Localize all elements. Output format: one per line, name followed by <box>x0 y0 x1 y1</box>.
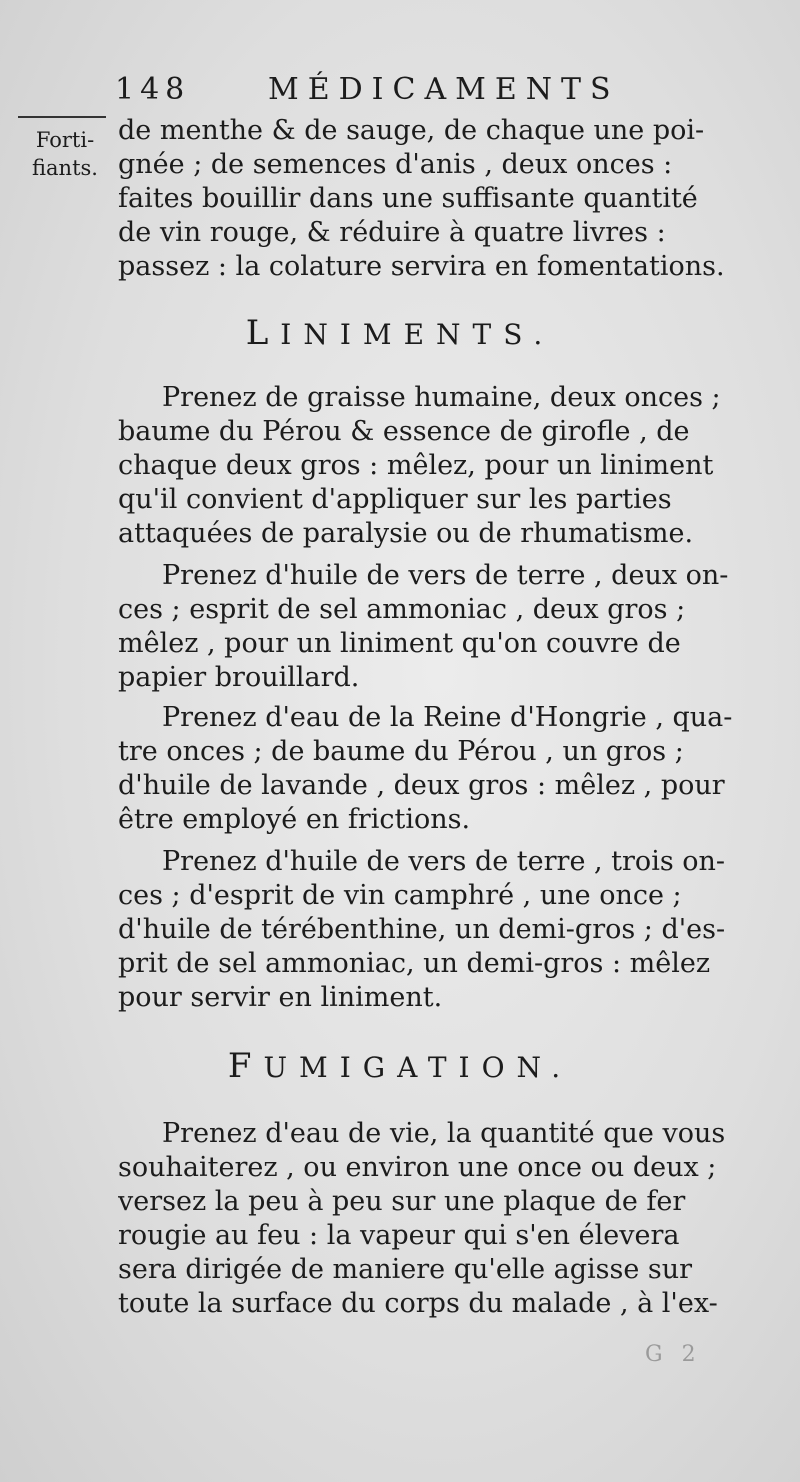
text-line: gnée ; de semences d'anis , deux onces : <box>118 149 673 180</box>
text-line: d'huile de térébenthine, un demi-gros ; d'es- <box>118 914 726 945</box>
text-line: Prenez d'eau de vie, la quantité que vous <box>162 1118 726 1149</box>
text-line: versez la peu à peu sur une plaque de fer <box>118 1186 686 1217</box>
section-heading-fumigation <box>0 1046 800 1086</box>
text-line: Prenez d'huile de vers de terre , trois on- <box>162 846 726 877</box>
text-line: Prenez d'huile de vers de terre , deux on- <box>162 560 729 591</box>
text-line: être employé en frictions. <box>118 804 471 835</box>
heading-rest: UMIGATION. <box>263 1051 573 1084</box>
text-line: mêlez , pour un liniment qu'on couvre de <box>118 628 681 659</box>
page-number: 148 <box>115 72 191 107</box>
text-line: prit de sel ammoniac, un demi-gros : mêlez <box>118 948 711 979</box>
text-line: passez : la colature servira en fomentations. <box>118 251 725 282</box>
section-heading-liniments <box>0 313 800 353</box>
text-line: rougie au feu : la vapeur qui s'en élevera <box>118 1220 680 1251</box>
text-line: ces ; esprit de sel ammoniac , deux gros ; <box>118 594 686 625</box>
page-header <box>115 72 675 112</box>
text-line: sera dirigée de maniere qu'elle agisse sur <box>118 1254 693 1285</box>
text-line: faites bouillir dans une suffisante quantité <box>118 183 698 214</box>
text-line: baume du Pérou & essence de girofle , de <box>118 416 690 447</box>
heading-rest: INIMENTS. <box>280 318 555 351</box>
heading-initial: L <box>245 313 281 353</box>
signature-mark: G 2 <box>645 1342 702 1367</box>
margin-rule <box>18 116 106 118</box>
text-line: d'huile de lavande , deux gros : mêlez , pour <box>118 770 725 801</box>
text-line: ces ; d'esprit de vin camphré , une once ; <box>118 880 682 911</box>
margin-note-line: Forti- <box>35 128 95 152</box>
text-line: de menthe & de sauge, de chaque une poi- <box>118 115 705 146</box>
text-line: de vin rouge, & réduire à quatre livres : <box>118 217 666 248</box>
text-line: toute la surface du corps du malade , à l'ex- <box>118 1288 718 1319</box>
text-line: Prenez d'eau de la Reine d'Hongrie , qua- <box>162 702 733 733</box>
margin-note-line: fiants. <box>32 156 98 180</box>
text-line: chaque deux gros : mêlez, pour un liniment <box>118 450 714 481</box>
text-line: tre onces ; de baume du Pérou , un gros ; <box>118 736 684 767</box>
text-line: Prenez de graisse humaine, deux onces ; <box>162 382 721 413</box>
margin-note <box>20 126 110 182</box>
text-line: souhaiterez , ou environ une once ou deux ; <box>118 1152 717 1183</box>
text-line: attaquées de paralysie ou de rhumatisme. <box>118 518 694 549</box>
text-line: papier brouillard. <box>118 662 360 693</box>
text-line: pour servir en liniment. <box>118 982 443 1013</box>
text-line: qu'il convient d'appliquer sur les parties <box>118 484 672 515</box>
heading-initial: F <box>227 1046 264 1086</box>
running-title: MÉDICAMENTS <box>268 72 620 107</box>
